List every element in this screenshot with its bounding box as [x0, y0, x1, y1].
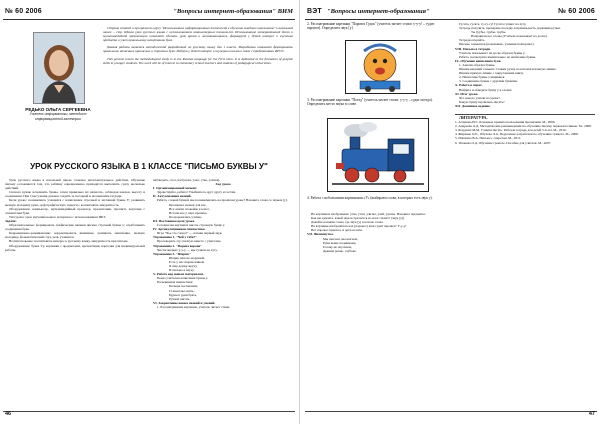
paragraph: Пальчиковая гимнастика: [157, 280, 194, 285]
literature-item: 6. Ушакова О.Д. Обучение грамоте. Пособие для учителя. М., 2007. [455, 140, 552, 145]
poem-line: Пальцы поспешили, [169, 284, 198, 289]
section-heading: VII. Физминутка. [307, 232, 334, 237]
literature-item: 1. Агаркова Н.Г. Основные правила пользования прописями. М., 2006. [455, 120, 556, 125]
section-heading: Ход урока [215, 182, 231, 187]
section-heading: XII. Домашнее задание. [455, 103, 491, 108]
poem-line: Ты трубы, трубы, трубы. [471, 30, 507, 35]
paragraph: Тип урока: урок изучения нового материала с использованием ИКТ. [9, 214, 106, 219]
section-heading: Упражнение 3. "Шарик" [153, 251, 191, 256]
author-photo [33, 32, 85, 104]
poem-line: Я шар держу-кручу, [169, 263, 198, 268]
right-page [305, 2, 597, 420]
paragraph: Цели урока: познакомить учащихся с написанием строчной и заглавной буквы У; развивать мелкую моторику руки, орфографическую зоркость; воспитывать аккуратность. [5, 198, 145, 207]
paragraph: Какую букву научились писать? [459, 99, 505, 104]
caption-3: 4. Работа с небольшими картинками «У» (выбираем слова, в которых есть звук у). [307, 196, 433, 200]
section-heading: Упражнение 1. "Чей у тебя?" [153, 235, 198, 240]
poem-line: Будем в руки брать, [169, 292, 197, 297]
poem-line: Встали все у парт красиво, [169, 210, 208, 215]
page-number: 46 [5, 411, 12, 417]
left-column-2 [153, 178, 293, 309]
literature-section [455, 114, 595, 145]
picture-train-whistle [345, 40, 417, 94]
paragraph: На картинке изображён поезд (паровоз). Как гудит паровоз? У-у-у! [311, 224, 407, 229]
abstract-ru-2: Данная работа является методической разработкой по русскому языку для 1 класса. Разработка позволяет формировать правильное написание прописных и строчных букв. Работа у детей интерес к изучению письма в связи с требованиями ФГОС. [103, 45, 293, 54]
paragraph: Здравствуйте, ребята! Улыбнитесь друг другу и гостям. [157, 190, 236, 195]
author-block [23, 107, 93, 121]
section-heading: IV. Артикуляционная гимнастика. [153, 227, 206, 232]
issue-tag: ВЭТ [307, 8, 322, 15]
literature-heading: ЛИТЕРАТУРА. [459, 114, 488, 120]
section-heading: Упражнение 2. "Ворона вороне" [153, 243, 202, 248]
paragraph: Игра "Чье это слово?" — назови первый звук. [157, 231, 223, 236]
literature-item: 5. Илюхина В.А. Письмо с секретом. М., 2011. [455, 136, 522, 141]
section-heading: Х. Работа в парах. [455, 83, 483, 88]
section-heading: V. Работа над новым материалом. [153, 272, 205, 277]
article-headline: УРОК РУССКОГО ЯЗЫКА В 1 КЛАССЕ "ПИСЬМО БУКВЫ У" [30, 162, 268, 171]
poem-line: Шарик наш не надувной, [169, 255, 205, 260]
left-page [3, 2, 295, 420]
poem-line: Голову не опускаем, [323, 244, 352, 249]
poem-line: И письмо я научу. [169, 268, 195, 273]
issue-number: № 60 2006 [5, 8, 42, 15]
paragraph: Проговорить эту гласную вместе с учителем. [157, 239, 222, 244]
paragraph: Найдите и обведите букву у в словах. [459, 87, 513, 92]
portrait-image [34, 33, 84, 103]
running-title: "Вопросы интернет-образования" ВИМ [173, 8, 293, 15]
section-heading: XI. Итог урока. [455, 91, 479, 96]
right-header [305, 8, 597, 20]
poem-line: Направили все слоны (Учитель показывает на доске). [471, 34, 548, 39]
issue-number: № 60 2006 [558, 8, 595, 15]
caption-1: 2. Рассматривание картинки "Паровоз Гудок" (учитель читает стихи: у-у-у! – гудит паровоз). Определить звук [у]. [307, 22, 435, 31]
right-column-2-text [455, 22, 595, 145]
poem-line: Поздоровались учтиво. [169, 214, 203, 219]
caption-2: 3. Рассматривание картинки "Поезд" (учитель читает стихи: у-у-у – гудят поезда). Определить место звука в слове. [307, 98, 433, 107]
paragraph: Коррекционно-развивающие: корректировать внимание, развивать мышление, мелкую моторику, фонематический слух, речь учащихся. [5, 231, 145, 240]
paragraph: Чистоговорки: у-у-у — мы гуляем на лугу. [157, 247, 218, 252]
paragraph: Ребята, с какой буквой мы познакомились на прошлом уроке? Назовите слова со звуком [у]. [157, 198, 288, 203]
literature-item: 2. Андреева А.Д. Методические рекомендации по обучению письму первоклассников. М., 2008. [455, 124, 592, 129]
paragraph: Урок русского языка в начальной школе сложное интеллектуальное действие. Обучение письму осложняется тем, что ребёнку одновременно приходится выполнять сразу несколько действий. [5, 178, 145, 191]
poem-line: Дышим ровно, глубоко. [323, 248, 357, 253]
paragraph: Учитель показывает на доске образец буквы у. [459, 50, 526, 55]
paragraph: Вот паровоз приехал, и дети на нём. [311, 228, 363, 233]
poem-line: Прозвенел звонок для нас, [169, 202, 207, 207]
paragraph: Тетрадь получить, проверить посадку и правильность держания ручки. [459, 26, 561, 31]
paragraph: Образовательные: формировать графические навыки письма строчной буквы у; отрабатывать соединения букв. [5, 223, 145, 232]
running-title: "Вопросы интернет-образования" [327, 8, 430, 15]
paragraph: Пишем верхний элемент. Ставим ручку на вспомогательную линию. [459, 67, 557, 72]
section-heading: VIII. Письмо в тетради. [455, 46, 491, 51]
paragraph: Давайте назовём слова, где звук [у] в начале слова. [311, 220, 384, 225]
author-role: Учитель информатики, методист информационной категории [29, 112, 87, 121]
paragraph: Гусята, гусята, гу-гу-гу! Гусята гуляют на лугу. [459, 22, 527, 26]
paragraph: Тетради откройте. [459, 38, 486, 43]
literature-item: 3. Безруких М.М. Учимся писать. Рабочая тетрадь для детей 5-6 лет. М., 2010. [455, 128, 567, 133]
paragraph: Письмо элементов (показываю, ученики повторяют). [459, 42, 535, 47]
header-rule [305, 19, 597, 20]
paragraph: 3. Соединение буквы с другими буквами. [459, 79, 518, 84]
abstract-ru: Сборник статей и программ ко курсу "Использование информационных технологий в обучении младших школьников" в начальной школе – стр. Школа урок русского языка с использованием компьютерных технологий. Использование интерактивной доски и мультимедийной презентации позволяет сделать урок ярким и запоминающимся, формирует у детей интерес к изучению предмета и учит правильному начертанию букв. [103, 26, 293, 43]
paragraph: наблюдать, стол, кастрюля, утюг, утка, улитка). [153, 178, 221, 182]
poem-line: Станем мы опять, [169, 288, 195, 293]
paragraph: Пишем прямую линию с закруглением внизу. [459, 71, 524, 76]
page-number: 47 [588, 411, 595, 417]
paragraph: Оборудование: компьютер, мультимедийный проектор, презентация, прописи, карточки с элементами букв. [5, 206, 145, 215]
right-column-1-text [307, 212, 447, 253]
paragraph: На картинках изображены: утка, утюг, улитка, улей, удочка. Назовите предметы. [311, 212, 426, 216]
section-heading: I. Организационный момент. [153, 186, 198, 191]
poem-line: Ручкой писать. [169, 296, 191, 301]
paragraph: Ребята, посмотрите внимательно на написание буквы. [459, 54, 537, 59]
poem-line: Мы шагаем, мы шагаем, [323, 236, 358, 241]
literature-item: 4. Жиренко О.Е., Обухова Л.А. Поурочные разработки по обучению грамоте. М., 2008. [455, 132, 579, 137]
picture-steam-train [327, 118, 429, 192]
footer-rule [305, 411, 597, 412]
paragraph: Как вы думаете, какой звук встречается во всех словах? (звук [у]) [311, 216, 405, 221]
paragraph: Что нового узнали на уроке? [459, 95, 500, 100]
paragraph: Сначала нужно вспомнить буквы, затем правильно их написать, соблюдая наклон, высоту и соединения. При этом ученик должен следить за посадкой и положением тетради. [5, 190, 145, 199]
header-rule [3, 19, 295, 20]
train-whistle-illustration [346, 41, 416, 93]
paragraph: Воспитательные: воспитывать интерес к русскому языку, аккуратность при письме. [9, 239, 129, 244]
section-heading: VI. Закрепление новых знаний и умений. [153, 300, 216, 305]
abstract [103, 26, 293, 65]
paragraph: Оборудование: буква Уу, картинки с предметами, презентация, карточки для индивидуальной работы. [5, 243, 145, 252]
abstract-en: This general lesson the methodological study is to the Russian language for the First class. It is dedicated to the formation of graphic skills in younger students. The work will be of interest to elementary school teachers and students of pedagogical universities. [103, 56, 293, 65]
poem-line: Есть у нас шарик живой, [169, 259, 205, 264]
paragraph: Сегодня мы научимся писать строчную букву у. [157, 223, 225, 228]
author-name: РЕДЬКО ОЛЬГА СЕРГЕЕВНА [25, 107, 91, 112]
paragraph: 2. Написание буквы учащимися. [459, 75, 506, 80]
spine-gutter [299, 0, 300, 424]
paragraph: 1. Рассматривание картинок, учитель читает стихи. [157, 304, 231, 309]
section-heading: Задачи: [5, 218, 17, 223]
paragraph: Показ учителем написания буквы у. [157, 276, 208, 281]
left-column-1 [5, 178, 145, 252]
paragraph: 1. Анализ образца буквы. [459, 62, 496, 67]
left-header [3, 8, 295, 20]
section-heading: III. Постановка цели урока. [153, 218, 196, 223]
poem-line: Все зашли спокойно в класс, [169, 206, 210, 211]
steam-train-illustration [328, 119, 428, 191]
poem-line: Руки выше поднимаем, [323, 240, 357, 245]
footer-rule [3, 411, 295, 412]
section-heading: IX. Обучение написанию букв. [455, 58, 502, 63]
section-heading: II. Актуализация знаний. [153, 194, 192, 199]
